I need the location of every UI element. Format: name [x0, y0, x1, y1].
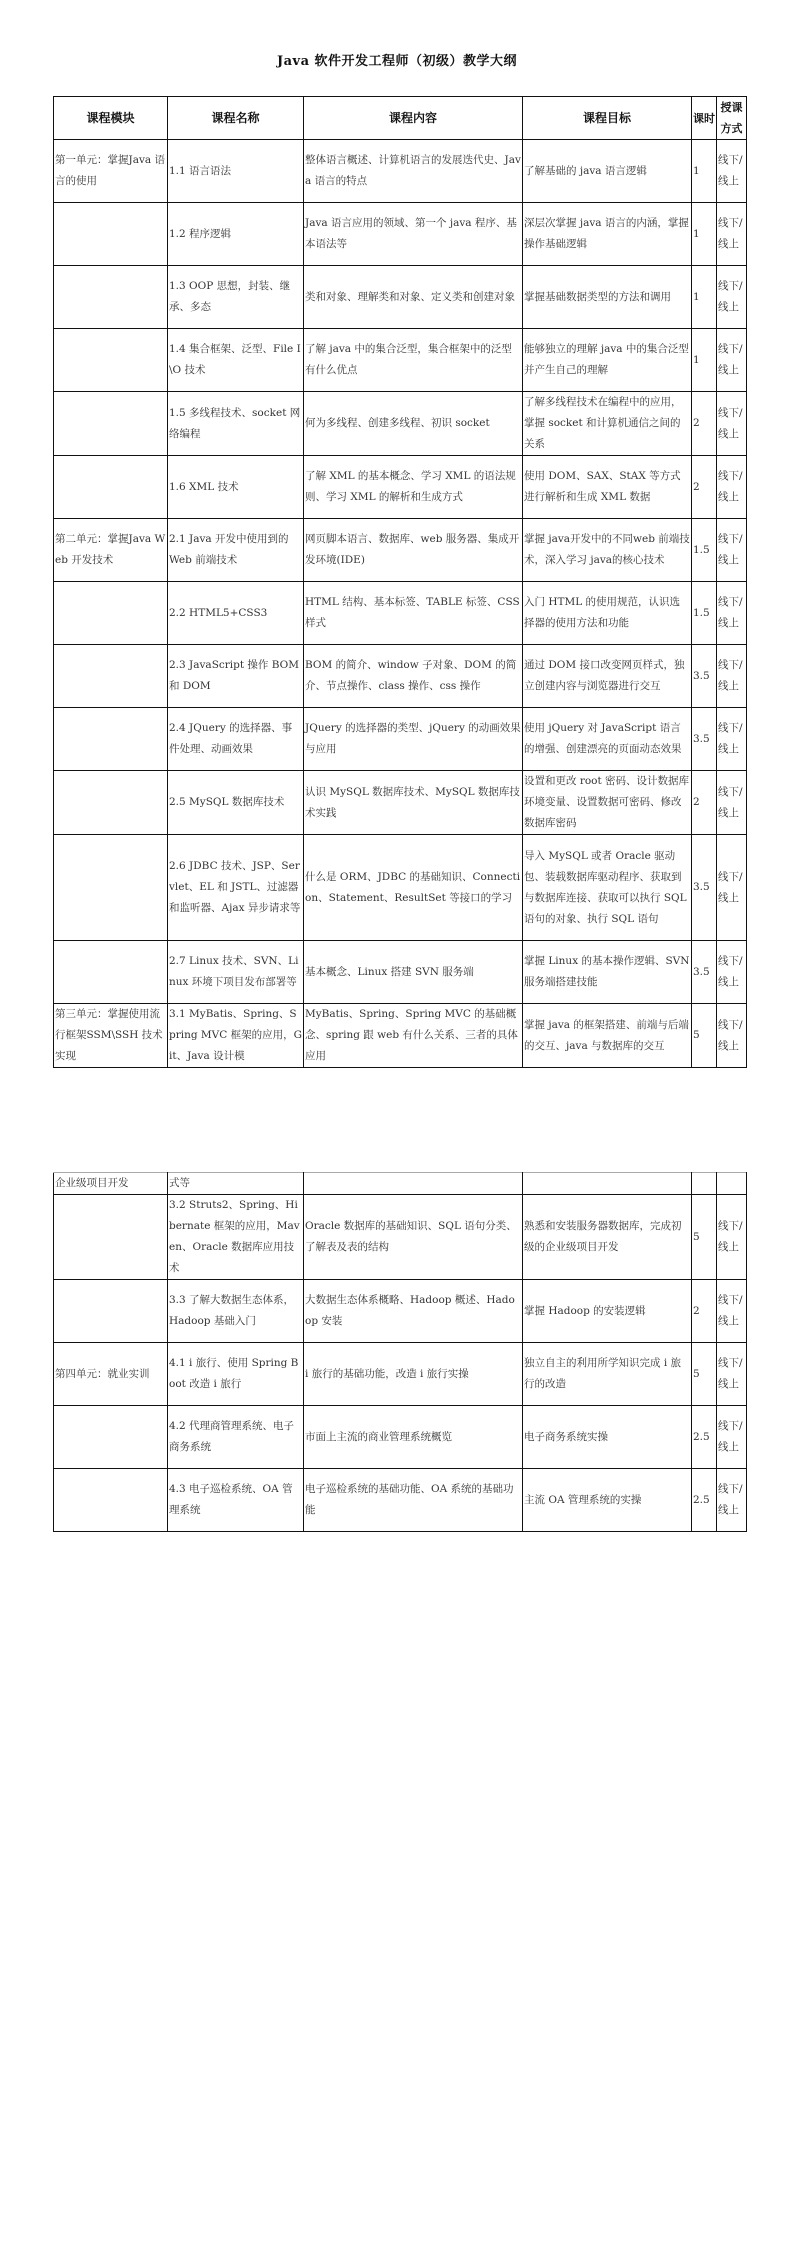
cell-module — [54, 1280, 168, 1343]
cell-course-name: 4.1 i 旅行、使用 Spring Boot 改造 i 旅行 — [168, 1343, 304, 1406]
header-module: 课程模块 — [54, 97, 168, 140]
cell-course-name: 1.3 OOP 思想，封装、继承、多态 — [168, 266, 304, 329]
cell-course-content: 类和对象、理解类和对象、定义类和创建对象 — [304, 266, 523, 329]
cell-teaching-mode: 线下/ 线上 — [717, 941, 747, 1004]
cell-teaching-mode: 线下/ 线上 — [717, 645, 747, 708]
cell-course-content: 市面上主流的商业管理系统概览 — [304, 1406, 523, 1469]
cell-course-content: HTML 结构、基本标签、TABLE 标签、CSS 样式 — [304, 582, 523, 645]
table-row — [54, 835, 747, 941]
cell-module — [54, 771, 168, 835]
cell-course-name: 1.5 多线程技术、socket 网络编程 — [168, 392, 304, 456]
cell-course-goal: 掌握 Linux 的基本操作逻辑、SVN 服务端搭建技能 — [523, 941, 692, 1004]
cell-teaching-mode: 线下/ 线上 — [717, 771, 747, 835]
cell-course-goal: 设置和更改 root 密码、设计数据库环境变量、设置数据可密码、修改数据库密码 — [523, 771, 692, 835]
cell-course-content: 了解 XML 的基本概念、学习 XML 的语法规则、学习 XML 的解析和生成方式 — [304, 456, 523, 519]
cell-teaching-mode: 线下/ 线上 — [717, 519, 747, 582]
cell-course-content — [304, 1173, 523, 1195]
cell-hours — [692, 1173, 717, 1195]
document-title: Java 软件开发工程师（初级）教学大纲 — [276, 54, 518, 69]
table-row — [54, 771, 747, 835]
cell-hours: 3.5 — [692, 941, 717, 1004]
cell-course-content: 基本概念、Linux 搭建 SVN 服务端 — [304, 941, 523, 1004]
table-row — [54, 329, 747, 392]
cell-course-name: 1.1 语言语法 — [168, 140, 304, 203]
cell-hours: 5 — [692, 1004, 717, 1068]
cell-course-name: 1.4 集合框架、泛型、File I\O 技术 — [168, 329, 304, 392]
cell-module — [54, 582, 168, 645]
table-row — [54, 1406, 747, 1469]
cell-module — [54, 645, 168, 708]
cell-course-content: 电子巡检系统的基础功能、OA 系统的基础功能 — [304, 1469, 523, 1532]
cell-hours: 5 — [692, 1195, 717, 1280]
cell-hours: 2 — [692, 456, 717, 519]
cell-course-goal: 了解基础的 java 语言逻辑 — [523, 140, 692, 203]
cell-course-name: 1.6 XML 技术 — [168, 456, 304, 519]
cell-course-goal: 掌握 java开发中的不同web 前端技术，深入学习 java的核心技术 — [523, 519, 692, 582]
cell-module — [54, 456, 168, 519]
cell-hours: 1.5 — [692, 582, 717, 645]
cell-course-name: 3.3 了解大数据生态体系，Hadoop 基础入门 — [168, 1280, 304, 1343]
cell-teaching-mode: 线下/ 线上 — [717, 1406, 747, 1469]
cell-teaching-mode: 线下/ 线上 — [717, 392, 747, 456]
cell-hours: 2 — [692, 392, 717, 456]
cell-hours: 2 — [692, 771, 717, 835]
table-row — [54, 1280, 747, 1343]
cell-course-content: 整体语言概述、计算机语言的发展迭代史、Java 语言的特点 — [304, 140, 523, 203]
cell-course-content: 何为多线程、创建多线程、初识 socket — [304, 392, 523, 456]
cell-teaching-mode: 线下/ 线上 — [717, 835, 747, 941]
cell-course-content: JQuery 的选择器的类型、jQuery 的动画效果与应用 — [304, 708, 523, 771]
table-header-row — [54, 97, 747, 140]
cell-module — [54, 708, 168, 771]
cell-module: 第二单元：掌握Java Web 开发技术 — [54, 519, 168, 582]
cell-course-goal: 掌握 java 的框架搭建、前端与后端的交互、java 与数据库的交互 — [523, 1004, 692, 1068]
cell-module — [54, 1406, 168, 1469]
cell-module — [54, 1469, 168, 1532]
cell-course-goal: 使用 DOM、SAX、StAX 等方式进行解析和生成 XML 数据 — [523, 456, 692, 519]
cell-course-goal: 掌握基础数据类型的方法和调用 — [523, 266, 692, 329]
cell-module — [54, 329, 168, 392]
cell-course-content: Java 语言应用的领域、第一个 java 程序、基本语法等 — [304, 203, 523, 266]
header-course-name: 课程名称 — [168, 97, 304, 140]
cell-course-goal: 掌握 Hadoop 的安装逻辑 — [523, 1280, 692, 1343]
header-course-goal: 课程目标 — [523, 97, 692, 140]
cell-hours: 1.5 — [692, 519, 717, 582]
header-teaching-mode: 授课方式 — [717, 97, 747, 140]
cell-module: 第三单元：掌握使用流行框架SSM\SSH 技术实现 — [54, 1004, 168, 1068]
cell-teaching-mode: 线下/ 线上 — [717, 266, 747, 329]
table-row — [54, 266, 747, 329]
table-row — [54, 582, 747, 645]
table-row — [54, 1343, 747, 1406]
cell-teaching-mode: 线下/ 线上 — [717, 329, 747, 392]
table-row — [54, 456, 747, 519]
cell-course-content: i 旅行的基础功能，改造 i 旅行实操 — [304, 1343, 523, 1406]
table-row — [54, 708, 747, 771]
cell-course-goal: 了解多线程技术在编程中的应用，掌握 socket 和计算机通信之间的关系 — [523, 392, 692, 456]
cell-course-name: 2.3 JavaScript 操作 BOM 和 DOM — [168, 645, 304, 708]
cell-hours: 3.5 — [692, 835, 717, 941]
table-row — [54, 1004, 747, 1068]
cell-course-name: 2.4 JQuery 的选择器、事件处理、动画效果 — [168, 708, 304, 771]
cell-course-content: 认识 MySQL 数据库技术、MySQL 数据库技术实践 — [304, 771, 523, 835]
cell-module — [54, 835, 168, 941]
cell-course-name: 4.2 代理商管理系统、电子商务系统 — [168, 1406, 304, 1469]
cell-course-goal: 电子商务系统实操 — [523, 1406, 692, 1469]
cell-course-goal: 独立自主的利用所学知识完成 i 旅行的改造 — [523, 1343, 692, 1406]
table-row — [54, 941, 747, 1004]
cell-course-goal: 使用 jQuery 对 JavaScript 语言的增强、创建漂亮的页面动态效果 — [523, 708, 692, 771]
table-row — [54, 645, 747, 708]
cell-course-goal: 能够独立的理解 java 中的集合泛型并产生自己的理解 — [523, 329, 692, 392]
cell-module: 第一单元：掌握Java 语言的使用 — [54, 140, 168, 203]
cell-course-content: BOM 的简介、window 子对象、DOM 的简介、节点操作、class 操作、css 操作 — [304, 645, 523, 708]
syllabus-table-page-1 — [53, 96, 747, 1068]
cell-course-name: 2.2 HTML5+CSS3 — [168, 582, 304, 645]
cell-course-goal: 主流 OA 管理系统的实操 — [523, 1469, 692, 1532]
cell-teaching-mode — [717, 1173, 747, 1195]
cell-teaching-mode: 线下/ 线上 — [717, 582, 747, 645]
cell-teaching-mode: 线下/ 线上 — [717, 203, 747, 266]
cell-course-name: 2.6 JDBC 技术、JSP、Servlet、EL 和 JSTL、过滤器和监听器、Ajax 异步请求等 — [168, 835, 304, 941]
table-row — [54, 1173, 747, 1195]
header-course-content: 课程内容 — [304, 97, 523, 140]
cell-module — [54, 941, 168, 1004]
cell-teaching-mode: 线下/ 线上 — [717, 1280, 747, 1343]
table-row — [54, 392, 747, 456]
cell-course-name: 4.3 电子巡检系统、OA 管理系统 — [168, 1469, 304, 1532]
cell-hours: 2.5 — [692, 1469, 717, 1532]
cell-hours: 1 — [692, 203, 717, 266]
table-row — [54, 203, 747, 266]
cell-course-content: 大数据生态体系概略、Hadoop 概述、Hadoop 安装 — [304, 1280, 523, 1343]
cell-hours: 2 — [692, 1280, 717, 1343]
cell-teaching-mode: 线下/ 线上 — [717, 1004, 747, 1068]
cell-course-name: 2.7 Linux 技术、SVN、Linux 环境下项目发布部署等 — [168, 941, 304, 1004]
cell-hours: 1 — [692, 266, 717, 329]
syllabus-table-page-2 — [53, 1172, 747, 1532]
cell-hours: 2.5 — [692, 1406, 717, 1469]
cell-hours: 5 — [692, 1343, 717, 1406]
cell-course-content: 了解 java 中的集合泛型，集合框架中的泛型有什么优点 — [304, 329, 523, 392]
cell-teaching-mode: 线下/ 线上 — [717, 1469, 747, 1532]
cell-hours: 1 — [692, 140, 717, 203]
cell-course-goal: 深层次掌握 java 语言的内涵，掌握操作基础逻辑 — [523, 203, 692, 266]
cell-course-name: 2.5 MySQL 数据库技术 — [168, 771, 304, 835]
cell-course-goal: 熟悉和安装服务器数据库，完成初级的企业级项目开发 — [523, 1195, 692, 1280]
cell-module: 企业级项目开发 — [54, 1173, 168, 1195]
cell-course-goal: 入门 HTML 的使用规范，认识选择器的使用方法和功能 — [523, 582, 692, 645]
cell-hours: 3.5 — [692, 708, 717, 771]
table-row — [54, 1195, 747, 1280]
header-hours: 课时 — [692, 97, 717, 140]
cell-teaching-mode: 线下/ 线上 — [717, 140, 747, 203]
cell-teaching-mode: 线下/ 线上 — [717, 1195, 747, 1280]
cell-course-goal: 导入 MySQL 或者 Oracle 驱动包、装载数据库驱动程序、获取到与数据库连接、获取可以执行 SQL 语句的对象、执行 SQL 语句 — [523, 835, 692, 941]
table-row — [54, 1469, 747, 1532]
cell-hours: 3.5 — [692, 645, 717, 708]
cell-course-content: MyBatis、Spring、Spring MVC 的基础概念、spring 跟 web 有什么关系、三者的具体应用 — [304, 1004, 523, 1068]
cell-course-goal — [523, 1173, 692, 1195]
cell-course-name: 式等 — [168, 1173, 304, 1195]
cell-course-name: 1.2 程序逻辑 — [168, 203, 304, 266]
cell-course-goal: 通过 DOM 接口改变网页样式，独立创建内容与浏览器进行交互 — [523, 645, 692, 708]
cell-module — [54, 392, 168, 456]
cell-hours: 1 — [692, 329, 717, 392]
table-row — [54, 519, 747, 582]
cell-course-name: 3.2 Struts2、Spring、Hibernate 框架的应用，Maven、Oracle 数据库应用技术 — [168, 1195, 304, 1280]
cell-teaching-mode: 线下/ 线上 — [717, 708, 747, 771]
cell-course-name: 2.1 Java 开发中使用到的 Web 前端技术 — [168, 519, 304, 582]
cell-teaching-mode: 线下/ 线上 — [717, 1343, 747, 1406]
cell-module — [54, 203, 168, 266]
cell-course-content: 什么是 ORM、JDBC 的基础知识、Connection、Statement、ResultSet 等接口的学习 — [304, 835, 523, 941]
table-row — [54, 140, 747, 203]
cell-course-content: 网页脚本语言、数据库、web 服务器、集成开发环境(IDE) — [304, 519, 523, 582]
cell-module — [54, 1195, 168, 1280]
cell-course-name: 3.1 MyBatis、Spring、Spring MVC 框架的应用，Git、Java 设计模 — [168, 1004, 304, 1068]
cell-teaching-mode: 线下/ 线上 — [717, 456, 747, 519]
cell-module — [54, 266, 168, 329]
cell-course-content: Oracle 数据库的基础知识、SQL 语句分类、了解表及表的结构 — [304, 1195, 523, 1280]
cell-module: 第四单元：就业实训 — [54, 1343, 168, 1406]
